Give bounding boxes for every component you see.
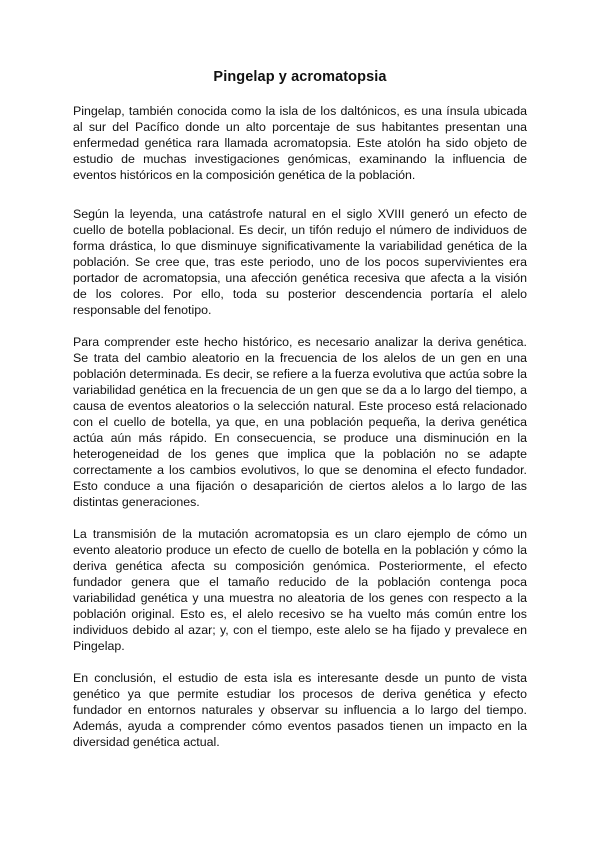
paragraph-genetic-drift: Para comprender este hecho histórico, es necesario analizar la deriva genética. Se trata del cambio aleatorio en la frecuencia de los alelos de un gen en una población determinada. Es decir, se refiere a la fuerza evolutiva que actúa sobre la variabilidad genética en la frecuencia de un gen que se da a lo largo del tiempo, a causa de eventos aleatorios o la selección natural. Este proceso está relacionado con el cuello de botella, ya que, en una población pequeña, la deriva genética actúa aún más rápido. En consecuencia, se produce una disminución en la heterogeneidad de los genes que implica que la población no se adapte correctamente a los cambios evolutivos, lo que se denomina el efecto fundador. Esto conduce a una fijación o desaparición de ciertos alelos a lo largo de las distintas generaciones. [73, 335, 527, 509]
paragraph-transmission: La transmisión de la mutación acromatopsia es un claro ejemplo de cómo un evento aleatorio produce un efecto de cuello de botella en la población y cómo la deriva genética afecta su composición genómica. Posteriormente, el efecto fundador genera que el tamaño reducido de la población contenga poca variabilidad genética y una muestra no aleatoria de los genes con respecto a la población original. Esto es, el alelo recesivo se ha vuelto más común entre los individuos debido al azar; y, con el tiempo, este alelo se ha fijado y prevalece en Pingelap. [73, 527, 527, 653]
paragraph-intro: Pingelap, también conocida como la isla de los daltónicos, es una ínsula ubicada al sur del Pacífico donde un alto porcentaje de sus habitantes presentan una enfermedad genética rara llamada acromatopsia. Este atolón ha sido objeto de estudio de muchas investigaciones genómicas, examinando la influencia de eventos históricos en la composición genética de la población. [73, 104, 527, 182]
paragraph-conclusion: En conclusión, el estudio de esta isla es interesante desde un punto de vista genético ya que permite estudiar los procesos de deriva genética y efecto fundador en entornos naturales y observar su influencia a lo largo del tiempo. Además, ayuda a comprender cómo eventos pasados tienen un impacto en la diversidad genética actual. [73, 671, 527, 749]
document-title: Pingelap y acromatopsia [213, 69, 387, 85]
paragraph-legend: Según la leyenda, una catástrofe natural en el siglo XVIII generó un efecto de cuello de botella poblacional. Es decir, un tifón redujo el número de individuos de forma drástica, lo que disminuye significativamente la variabilidad genética de la población. Se cree que, tras este periodo, uno de los pocos supervivientes era portador de acromatopsia, una afección genética recesiva que afecta a la visión de los colores. Por ello, toda su posterior descendencia portaría el alelo responsable del fenotipo. [73, 207, 527, 317]
